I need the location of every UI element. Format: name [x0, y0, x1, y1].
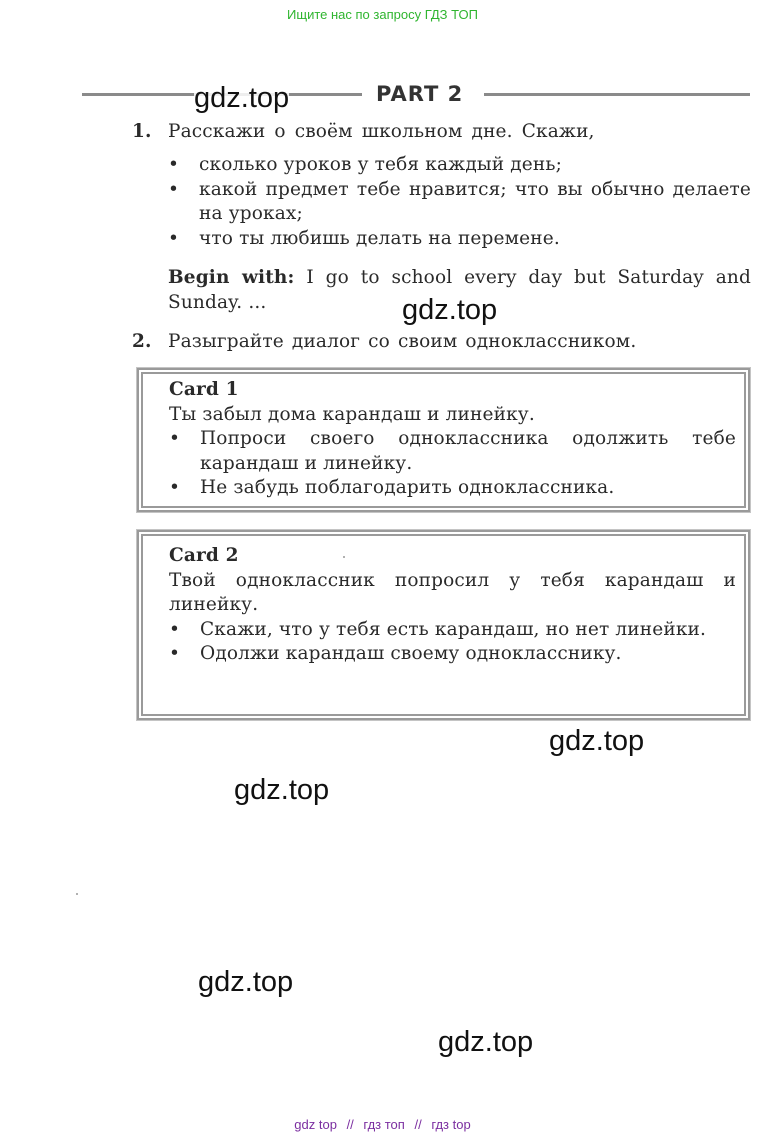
card-1-bullet-1-text: Попроси своего одноклассника одолжить тебе карандаш и линейку. — [200, 428, 736, 474]
watermark: gdz.top — [549, 725, 645, 757]
watermark: gdz.top — [438, 1026, 534, 1058]
footer-separator: // — [414, 1117, 422, 1132]
part-title: PART 2 — [376, 82, 464, 106]
watermark: gdz.top — [234, 774, 330, 806]
watermark: gdz.top — [194, 82, 290, 114]
list-item — [168, 178, 751, 227]
scan-speck — [343, 556, 345, 558]
bullet-marker: • — [168, 178, 180, 200]
task1-bullet-2-text: какой предмет тебе нравится; что вы обычно делаете на уроках; — [199, 178, 751, 224]
card-2-bullet-1-text: Скажи, что у тебя есть карандаш, но нет линейки. — [200, 618, 707, 640]
watermark: gdz.top — [402, 294, 498, 326]
card-2-title: Card 2 — [169, 545, 239, 566]
card-2-intro: Твой одноклассник попросил у тебя карандаш и линейку. — [169, 569, 736, 615]
footer-link-gdz-top-mixed[interactable]: гдз top — [431, 1117, 471, 1132]
task1-intro: Расскажи о своём школьном дне. Скажи, — [168, 121, 595, 142]
watermark: gdz.top — [198, 966, 294, 998]
footer-links — [0, 1117, 765, 1132]
begin-with-label: Begin with: — [168, 267, 295, 288]
bullet-marker: • — [168, 227, 180, 249]
task1-bullet-3-text: что ты любишь делать на перемене. — [199, 227, 560, 249]
footer-separator: // — [346, 1117, 354, 1132]
bullet-marker: • — [168, 154, 180, 175]
list-item — [169, 427, 736, 476]
task1-bullet-list — [168, 153, 751, 251]
header-rule-right — [484, 93, 750, 96]
footer-link-gdz-top-ru[interactable]: гдз топ — [363, 1117, 405, 1132]
card-1-bullet-2-text: Не забудь поблагодарить одноклассника. — [200, 477, 615, 498]
bullet-marker: • — [169, 643, 181, 664]
card-2 — [137, 530, 750, 720]
card-1 — [137, 368, 750, 512]
list-item — [168, 227, 751, 252]
list-item — [168, 153, 751, 178]
task2-intro: Разыграйте диалог со своим одноклассником. — [168, 331, 637, 352]
search-hint-link[interactable]: Ищите нас по запросу ГДЗ ТОП — [287, 7, 478, 22]
list-item — [169, 618, 736, 643]
card-2-bullet-2-text: Одолжи карандаш своему однокласснику. — [200, 643, 622, 664]
list-item — [169, 476, 736, 501]
task1-bullet-1-text: сколько уроков у тебя каждый день; — [199, 154, 562, 175]
list-item — [169, 642, 736, 667]
scan-speck — [76, 893, 78, 895]
bullet-marker: • — [169, 428, 181, 449]
footer-link-gdz-top[interactable]: gdz top — [294, 1117, 337, 1132]
task1-number: 1. — [132, 121, 152, 142]
bullet-marker: • — [169, 477, 181, 498]
task2-number: 2. — [132, 331, 152, 352]
bullet-marker: • — [169, 618, 181, 640]
card-1-title: Card 1 — [169, 379, 239, 400]
begin-with-text: I go to school every day but Saturday and Sunday. ... — [168, 267, 751, 313]
card-1-intro: Ты забыл дома карандаш и линейку. — [169, 403, 535, 425]
